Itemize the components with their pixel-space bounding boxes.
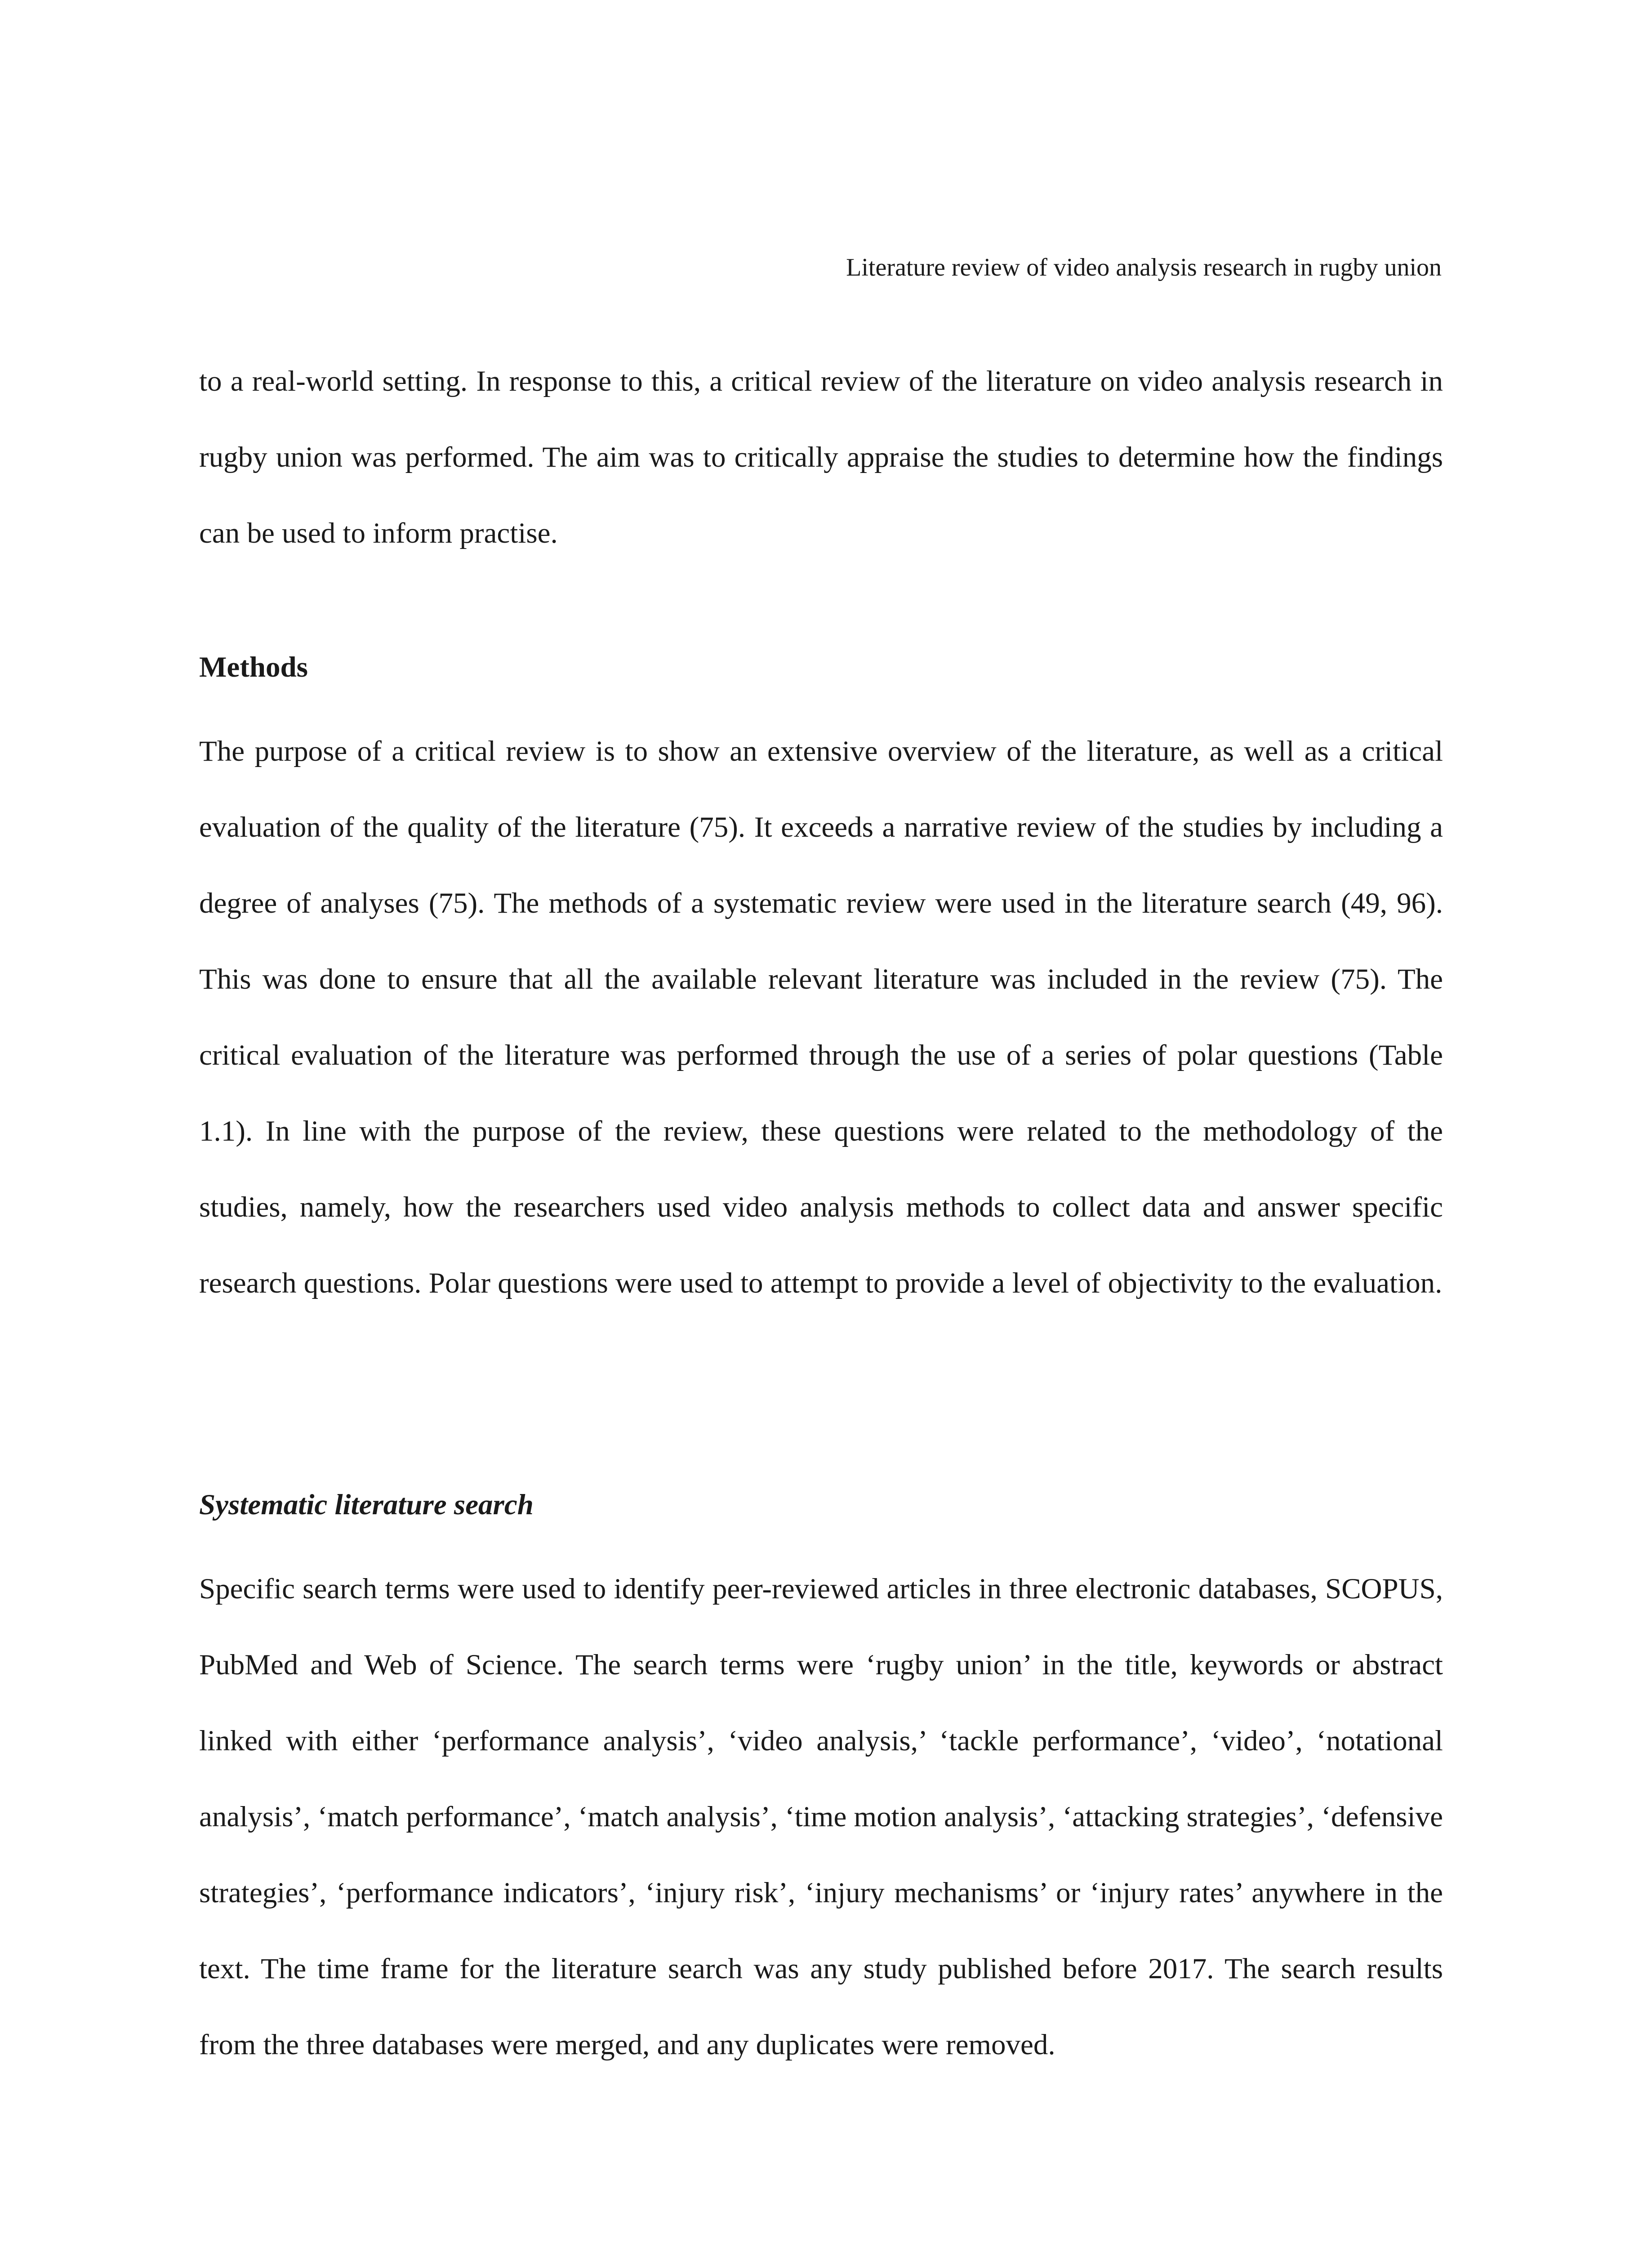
intro-paragraph: to a real-world setting. In response to this, a critical review of the literature on video analysis research in rugby union was performed. The aim was to critically appraise the studies to determine how the findings can be used to inform practise. — [199, 365, 1443, 549]
methods-paragraph: The purpose of a critical review is to show an extensive overview of the literature, as well as a critical evaluation of the quality of the literature (75). It exceeds a narrative review of the studies by including a degree of analyses (75). The methods of a systematic review were used in the literature search (49, 96). This was done to ensure that all the available relevant literature was included in the review (75). The critical evaluation of the literature was performed through the use of a series of polar questions (Table 1.1). In line with the purpose of the review, these questions were related to the methodology of the studies, namely, how the researchers used video analysis methods to collect data and answer specific research questions. Polar questions were used to attempt to provide a level of objectivity to the evaluation. — [199, 735, 1443, 1299]
systematic-search-paragraph: Specific search terms were used to identify peer-reviewed articles in three electronic databases, SCOPUS, PubMed and Web of Science. The search terms were ‘rugby union’ in the title, keywords or abstract linked with either ‘performance analysis’, ‘video analysis,’ ‘tackle performance’, ‘video’, ‘notational analysis’, ‘match performance’, ‘match analysis’, ‘time motion analysis’, ‘attacking strategies’, ‘defensive strategies’, ‘performance indicators’, ‘injury risk’, ‘injury mechanisms’ or ‘injury rates’ anywhere in the text. The time frame for the literature search was any study published before 2017. The search results from the three databases were merged, and any duplicates were removed. — [199, 1573, 1443, 2061]
systematic-search-heading: Systematic literature search — [199, 1489, 534, 1521]
methods-heading: Methods — [199, 651, 308, 683]
running-header: Literature review of video analysis research in rugby union — [846, 254, 1442, 281]
